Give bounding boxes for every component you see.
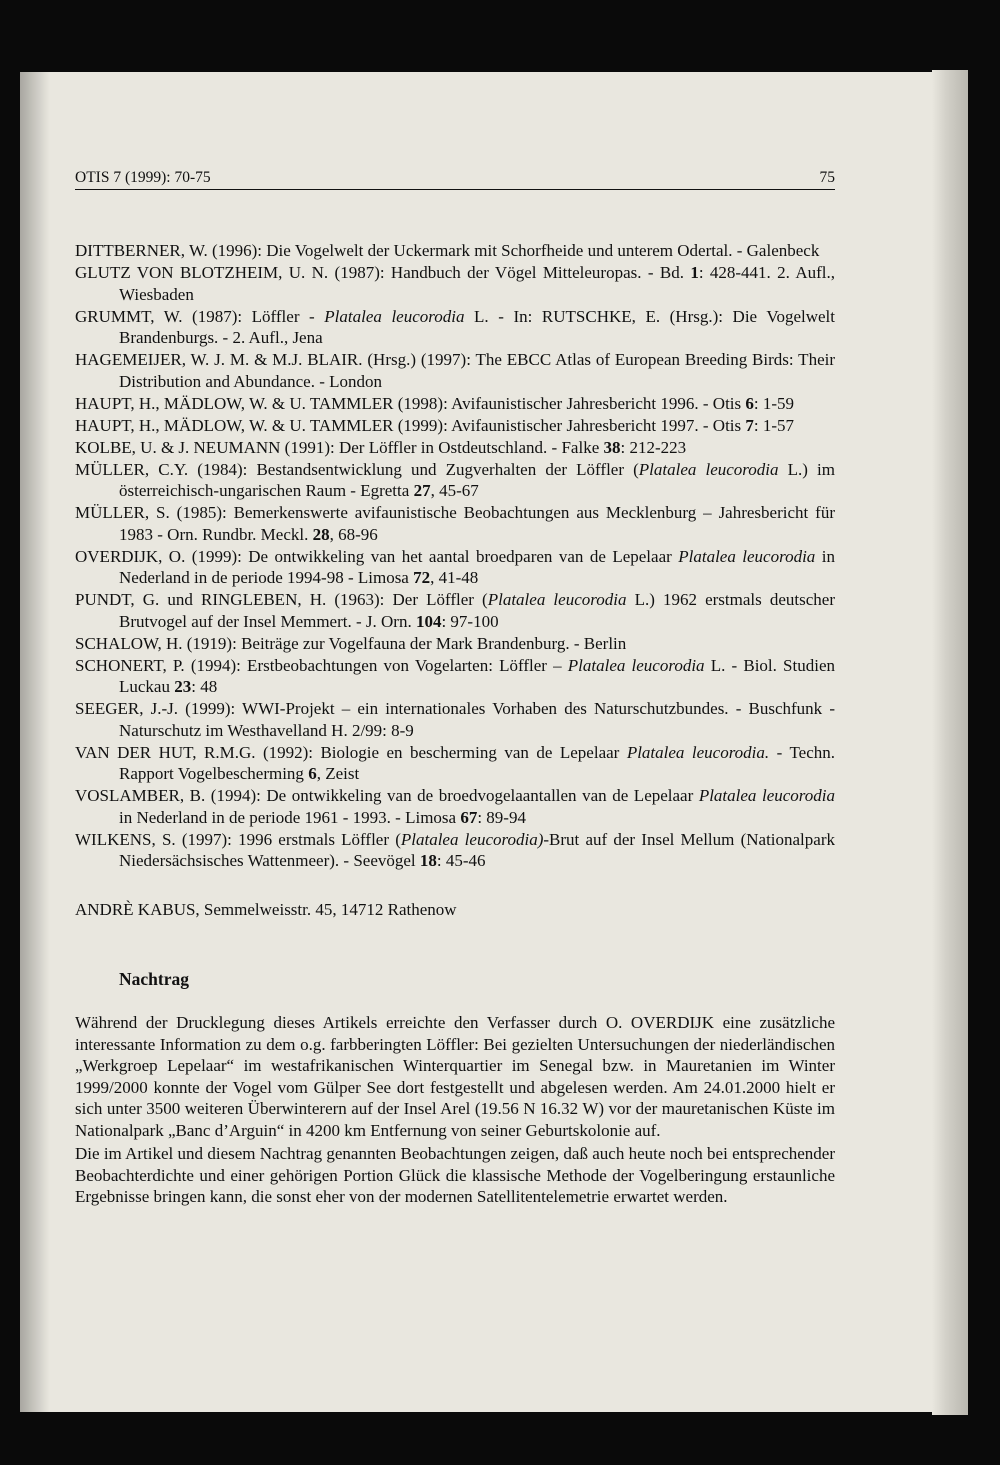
reference-text: 18 xyxy=(419,851,437,870)
reference-text: 6 xyxy=(745,393,754,413)
reference-text: VAN DER HUT, R.M.G. (1992): Biologie en bescherming van de Lepelaar xyxy=(75,742,627,762)
reference-text: 72 xyxy=(413,568,431,587)
reference-text: GLUTZ VON BLOTZHEIM, U. N. (1987): Handbuch der Vögel Mitteleuropas. - Bd. xyxy=(75,263,691,282)
reference-text: WILKENS, S. (1997): 1996 erstmals Löffler ( xyxy=(75,829,401,849)
page-number: 75 xyxy=(819,169,835,186)
reference-text: : 97-100 xyxy=(441,611,499,631)
reference-text: 27 xyxy=(413,481,431,500)
reference-entry xyxy=(75,546,835,589)
page-content xyxy=(75,168,835,1208)
reference-text: DITTBERNER, W. (1996): Die Vogelwelt der Uckermark mit Schorfheide und unterem Odertal. - Galenbeck xyxy=(75,241,820,260)
reference-text: L. - Biol. Studien Luckau xyxy=(119,655,836,696)
reference-text: OVERDIJK, O. (1999): De ontwikkeling van het aantal broedparen van de Lepelaar xyxy=(75,546,679,566)
reference-entry xyxy=(75,459,835,502)
nachtrag-paragraph: Während der Drucklegung dieses Artikels erreichte den Verfasser durch O. OVERDIJK eine zusätzliche interessante Information zu dem o.g. farbberingten Löffler: Bei gezielten Untersuchungen der niederländischen „Werkgroep Lepelaar“ im westafrikanischen Winterquartier im Senegal bzw. in Mauretanien im Winter 1999/2000 konnte der Vogel vom Gülper See dort festgestellt und abgelesen werden. Am 24.01.2000 hielt er sich unter 3500 weiteren Überwinterern auf der Insel Arel (19.56 N 16.32 W) vor der mauretanischen Küste im Nationalpark „Banc d’Arguin“ in 4200 km Entfernung von seiner Geburtskolonie auf. xyxy=(75,1013,835,1140)
reference-text: , 45-67 xyxy=(430,481,479,500)
reference-text: L.) 1962 erstmals deutscher Brutvogel auf der Insel Memmert. - J. Orn. xyxy=(119,590,835,631)
reference-text: Platalea leucorodia xyxy=(698,786,836,805)
reference-text: 67 xyxy=(460,807,478,827)
reference-text: , 41-48 xyxy=(430,568,479,587)
reference-text: Platalea leucorodia xyxy=(638,459,779,479)
reference-text: HAUPT, H., MÄDLOW, W. & U. TAMMLER (1998): Avifaunistischer Jahresbericht 1996. - Otis xyxy=(75,393,746,413)
nachtrag-heading: Nachtrag xyxy=(119,969,189,989)
reference-entry xyxy=(75,415,835,437)
reference-text: SCHONERT, P. (1994): Erstbeobachtungen von Vogelarten: Löffler – xyxy=(75,655,568,675)
reference-text: SEEGER, J.-J. (1999): WWI-Projekt – ein internationales Vorhaben des Naturschutzbundes. - Buschfunk - Naturschutz im Westhavelland H. 2/99: 8-9 xyxy=(75,699,835,740)
reference-text: L. - In: RUTSCHKE, E. (Hrsg.): Die Vogelwelt Brandenburgs. - 2. Aufl., Jena xyxy=(119,306,835,347)
reference-entry xyxy=(75,262,835,305)
reference-entry xyxy=(75,698,835,741)
reference-text: KOLBE, U. & J. NEUMANN (1991): Der Löffler in Ostdeutschland. - Falke xyxy=(75,437,604,457)
reference-text: MÜLLER, S. (1985): Bemerkenswerte avifaunistische Beobachtungen aus Mecklenburg – Jahresbericht für 1983 - Orn. Rundbr. Meckl. xyxy=(75,503,835,544)
reference-entry xyxy=(75,742,835,785)
reference-entry xyxy=(75,589,835,632)
author-address: ANDRÈ KABUS, Semmelweisstr. 45, 14712 Rathenow xyxy=(75,899,457,919)
reference-text: 7 xyxy=(745,415,754,435)
reference-text: Platalea leucorodia xyxy=(487,590,627,609)
reference-text: in Nederland in de periode 1961 - 1993. - Limosa xyxy=(119,807,461,827)
reference-text: GRUMMT, W. (1987): Löffler - xyxy=(75,306,325,326)
reference-entry xyxy=(75,829,835,872)
reference-text: : 1-59 xyxy=(753,393,795,413)
reference-text: , 68-96 xyxy=(329,524,378,544)
reference-entry xyxy=(75,633,835,655)
reference-text: 6 xyxy=(308,764,317,783)
reference-text: PUNDT, G. und RINGLEBEN, H. (1963): Der Löffler ( xyxy=(75,590,488,609)
reference-text: in Nederland in de periode 1994-98 - Limosa xyxy=(119,546,835,587)
reference-text: Platalea leucorodia xyxy=(678,546,816,566)
reference-text: : 212-223 xyxy=(620,437,687,457)
reference-text: 104 xyxy=(415,611,442,631)
reference-entry xyxy=(75,393,835,415)
reference-text: Platalea leucorodia) xyxy=(400,829,544,849)
reference-text: Platalea leucorodia xyxy=(324,306,465,326)
reference-entry xyxy=(75,349,835,392)
reference-entry xyxy=(75,240,835,262)
page-edge xyxy=(932,70,968,1415)
reference-text: 1 xyxy=(690,263,699,282)
reference-text: : 1-57 xyxy=(753,415,795,435)
reference-text: Platalea leucorodia xyxy=(567,655,705,675)
reference-text: VOSLAMBER, B. (1994): De ontwikkeling van de broedvogelaantallen van de Lepelaar xyxy=(75,786,699,805)
reference-entry xyxy=(75,437,835,459)
reference-text: SCHALOW, H. (1919): Beiträge zur Vogelfauna der Mark Brandenburg. - Berlin xyxy=(75,633,627,653)
nachtrag-paragraph: Die im Artikel und diesem Nachtrag genannten Beobachtungen zeigen, daß auch heute noch bei entsprechender Beobachterdichte und einer gehörigen Portion Glück die klassische Methode der Vogelberingung erstaunliche Ergebnisse bringen kann, die sonst eher von der modernen Satellitentelemetrie erwartet werden. xyxy=(75,1144,835,1206)
journal-citation: OTIS 7 (1999): 70-75 xyxy=(75,169,211,186)
reference-text: -Brut auf der Insel Mellum (Nationalpark Niedersächsisches Wattenmeer). - Seevögel xyxy=(119,829,835,870)
reference-list xyxy=(75,240,835,872)
reference-text: : 428-441. 2. Aufl., Wiesbaden xyxy=(119,263,835,304)
reference-text: MÜLLER, C.Y. (1984): Bestandsentwicklung und Zugverhalten der Löffler ( xyxy=(75,459,639,479)
reference-text: , Zeist xyxy=(316,764,360,783)
reference-entry xyxy=(75,502,835,545)
reference-text: : 48 xyxy=(191,677,218,696)
reference-text: Platalea leucorodia. xyxy=(626,742,770,762)
reference-entry xyxy=(75,306,835,349)
reference-text: HAGEMEIJER, W. J. M. & M.J. BLAIR. (Hrsg.) (1997): The EBCC Atlas of European Breeding Birds: Their Distribution and Abundance. - London xyxy=(75,350,835,391)
reference-text: - Techn. Rapport Vogelbescherming xyxy=(119,742,836,783)
reference-text: L.) im österreichisch-ungarischen Raum - Egretta xyxy=(119,459,836,500)
reference-text: : 45-46 xyxy=(436,851,486,870)
reference-text: HAUPT, H., MÄDLOW, W. & U. TAMMLER (1999): Avifaunistischer Jahresbericht 1997. - Otis xyxy=(75,415,746,435)
reference-text: : 89-94 xyxy=(477,807,526,827)
running-header xyxy=(75,168,835,190)
reference-text: 23 xyxy=(174,677,192,696)
reference-text: 28 xyxy=(312,524,330,544)
binding-shadow xyxy=(20,72,50,1412)
reference-entry xyxy=(75,785,835,828)
reference-entry xyxy=(75,655,835,698)
reference-text: 38 xyxy=(603,437,621,457)
